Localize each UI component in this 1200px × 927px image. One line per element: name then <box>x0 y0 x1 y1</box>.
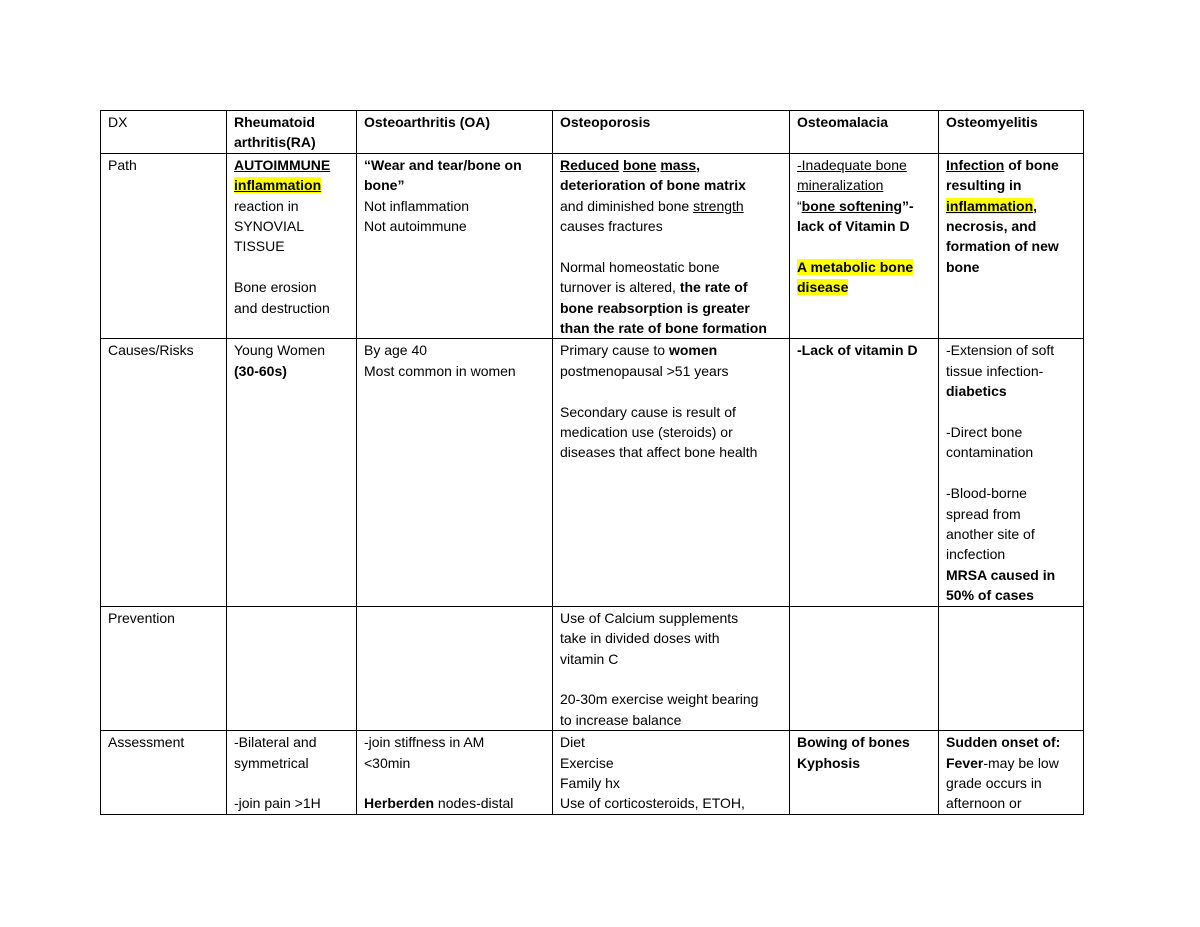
cell-line <box>234 236 349 256</box>
cell-line <box>946 565 1076 585</box>
highlighted-text: A metabolic bone <box>797 258 914 275</box>
header-cell-dx: DX <box>101 111 227 154</box>
row-label-path: Path <box>101 153 227 339</box>
cell-line <box>797 216 931 236</box>
cell-line <box>560 236 782 256</box>
cell-line <box>560 216 782 236</box>
header-cell-osteoporosis: Osteoporosis <box>553 111 790 154</box>
cell-text: vitamin C <box>560 650 619 667</box>
cell-text: TISSUE <box>234 238 285 255</box>
cell-text: another site of <box>946 526 1035 543</box>
cell-text: -Bilateral and <box>234 734 317 751</box>
header-cell-oa: Osteoarthritis (OA) <box>357 111 553 154</box>
cell-text: -Direct bone <box>946 424 1023 441</box>
cell-line <box>797 175 931 195</box>
cell-text: -Lack of vitamin D <box>797 342 918 359</box>
cell-line <box>364 216 545 236</box>
cell-line <box>560 196 782 216</box>
cell-text: take in divided doses with <box>560 630 720 647</box>
cell-text: -Blood-borne <box>946 485 1027 502</box>
cell-line <box>364 175 545 195</box>
cell-text: “ <box>797 197 802 214</box>
cell-line <box>234 155 349 175</box>
cell-text: Use of corticosteroids, ETOH, <box>560 795 745 812</box>
cell-line <box>560 732 782 752</box>
cell-line <box>560 361 782 381</box>
cell-prevention-ra <box>227 606 357 730</box>
cell-line <box>234 257 349 277</box>
cell-line <box>560 318 782 338</box>
cell-line <box>946 175 1076 195</box>
cell-causes-osteomalacia <box>790 339 939 606</box>
cell-text: deterioration of bone matrix <box>560 177 746 194</box>
cell-line <box>560 277 782 297</box>
cell-line <box>364 361 545 381</box>
cell-path-ra <box>227 153 357 339</box>
cell-line <box>364 793 545 813</box>
cell-line <box>946 524 1076 544</box>
cell-text: Family hx <box>560 774 620 791</box>
cell-text: Sudden onset of: <box>946 734 1061 751</box>
cell-text: afternoon or <box>946 795 1022 812</box>
header-cell-osteomyelitis: Osteomyelitis <box>939 111 1084 154</box>
cell-text: Not autoimmune <box>364 218 467 235</box>
cell-text: bone <box>946 258 980 275</box>
cell-text: , <box>1033 197 1038 214</box>
cell-text: tissue infection- <box>946 362 1044 379</box>
cell-prevention-osteomalacia <box>790 606 939 730</box>
cell-text: bone” <box>364 177 405 194</box>
cell-line <box>946 402 1076 422</box>
cell-line <box>946 361 1076 381</box>
cell-text: , <box>696 156 701 173</box>
cell-text: ”- <box>902 197 914 214</box>
cell-line <box>946 257 1076 277</box>
cell-line <box>560 175 782 195</box>
cell-line <box>946 216 1076 236</box>
cell-causes-osteoporosis <box>553 339 790 606</box>
cell-line <box>946 773 1076 793</box>
cell-line <box>946 504 1076 524</box>
cell-line <box>946 340 1076 360</box>
cell-line <box>946 544 1076 564</box>
cell-line <box>364 340 545 360</box>
cell-line <box>797 236 931 256</box>
cell-text: than the rate of bone formation <box>560 320 767 337</box>
cell-line <box>797 196 931 216</box>
cell-line <box>364 155 545 175</box>
cell-path-osteomalacia <box>790 153 939 339</box>
cell-text: mass <box>660 156 697 173</box>
row-label-causes-risks: Causes/Risks <box>101 339 227 606</box>
cell-line <box>946 463 1076 483</box>
highlighted-text: inflammation <box>946 197 1034 214</box>
cell-text: symmetrical <box>234 754 309 771</box>
header-cell-osteomalacia: Osteomalacia <box>790 111 939 154</box>
cell-line <box>560 298 782 318</box>
cell-text: -Extension of soft <box>946 342 1055 359</box>
disease-comparison-table <box>100 110 1084 815</box>
cell-line <box>364 196 545 216</box>
cell-line <box>234 196 349 216</box>
cell-line <box>946 196 1076 216</box>
cell-line <box>797 340 931 360</box>
cell-text: <30min <box>364 754 411 771</box>
cell-text: bone softening <box>801 197 902 214</box>
table-row-assessment <box>101 731 1084 815</box>
cell-text: AUTOIMMUNE <box>234 156 331 173</box>
cell-text: and diminished bone <box>560 197 694 214</box>
cell-line <box>560 402 782 422</box>
cell-line <box>560 628 782 648</box>
cell-line <box>560 608 782 628</box>
cell-text: 20-30m exercise weight bearing <box>560 691 759 708</box>
cell-line <box>234 340 349 360</box>
cell-line <box>234 216 349 236</box>
cell-line <box>560 155 782 175</box>
cell-text: bone <box>623 156 657 173</box>
cell-text: contamination <box>946 444 1034 461</box>
cell-text: -may be low <box>983 754 1059 771</box>
row-label-prevention: Prevention <box>101 606 227 730</box>
cell-text: postmenopausal >51 years <box>560 362 729 379</box>
cell-line <box>560 381 782 401</box>
cell-line <box>797 277 931 297</box>
cell-text: Diet <box>560 734 585 751</box>
cell-path-osteoporosis <box>553 153 790 339</box>
cell-line <box>946 793 1076 813</box>
cell-line <box>946 483 1076 503</box>
cell-text: and destruction <box>234 299 330 316</box>
cell-text: Young Women <box>234 342 326 359</box>
cell-line <box>234 773 349 793</box>
cell-line <box>560 793 782 813</box>
cell-prevention-oa <box>357 606 553 730</box>
cell-text: “Wear and tear/bone on <box>364 156 522 173</box>
cell-text: -join stiffness in AM <box>364 734 485 751</box>
cell-text: reaction in <box>234 197 299 214</box>
cell-line <box>560 773 782 793</box>
cell-text: women <box>668 342 718 359</box>
cell-line <box>946 236 1076 256</box>
row-label-assessment: Assessment <box>101 731 227 815</box>
cell-text: By age 40 <box>364 342 428 359</box>
cell-line <box>797 753 931 773</box>
header-row <box>101 111 1084 154</box>
cell-line <box>946 155 1076 175</box>
cell-text: to increase balance <box>560 711 682 728</box>
cell-text: Exercise <box>560 754 614 771</box>
cell-text: lack of Vitamin D <box>797 218 910 235</box>
cell-text: formation of new <box>946 238 1059 255</box>
cell-text: Bone erosion <box>234 279 317 296</box>
table-row-path <box>101 153 1084 339</box>
cell-causes-osteomyelitis <box>939 339 1084 606</box>
cell-line <box>797 732 931 752</box>
cell-text: Kyphosis <box>797 754 861 771</box>
cell-line <box>560 442 782 462</box>
cell-text: 50% of cases <box>946 587 1034 604</box>
cell-text: Reduced <box>560 156 620 173</box>
cell-text: necrosis, and <box>946 218 1037 235</box>
cell-path-osteomyelitis <box>939 153 1084 339</box>
cell-text: causes fractures <box>560 218 663 235</box>
cell-text: MRSA caused in <box>946 566 1056 583</box>
table-row-causes-risks <box>101 339 1084 606</box>
cell-assessment-ra <box>227 731 357 815</box>
cell-line <box>560 689 782 709</box>
cell-line <box>946 381 1076 401</box>
highlighted-text: disease <box>797 279 849 296</box>
cell-text: incfection <box>946 546 1006 563</box>
cell-line <box>234 753 349 773</box>
cell-prevention-osteomyelitis <box>939 606 1084 730</box>
cell-line <box>946 732 1076 752</box>
cell-causes-ra <box>227 339 357 606</box>
cell-text: Normal homeostatic bone <box>560 258 720 275</box>
cell-line <box>560 753 782 773</box>
cell-line <box>946 753 1076 773</box>
cell-text: mineralization <box>797 177 884 194</box>
header-cell-ra: Rheumatoid arthritis(RA) <box>227 111 357 154</box>
cell-text: medication use (steroids) or <box>560 424 733 441</box>
cell-prevention-osteoporosis <box>553 606 790 730</box>
cell-text: Secondary cause is result of <box>560 403 736 420</box>
cell-line <box>560 340 782 360</box>
cell-text: diseases that affect bone health <box>560 444 758 461</box>
cell-text: nodes-distal <box>434 795 514 812</box>
cell-assessment-osteomyelitis <box>939 731 1084 815</box>
cell-text: Not inflammation <box>364 197 470 214</box>
cell-assessment-osteomalacia <box>790 731 939 815</box>
cell-text: of bone <box>1004 156 1059 173</box>
cell-line <box>946 442 1076 462</box>
cell-line <box>560 710 782 730</box>
cell-text: Bowing of bones <box>797 734 910 751</box>
cell-line <box>234 732 349 752</box>
cell-text: (30-60s) <box>234 362 287 379</box>
cell-assessment-oa <box>357 731 553 815</box>
cell-text: Use of Calcium supplements <box>560 609 739 626</box>
cell-line <box>946 422 1076 442</box>
cell-line <box>234 277 349 297</box>
cell-text: Primary cause to <box>560 342 669 359</box>
cell-line <box>560 669 782 689</box>
cell-text: the rate of <box>679 279 748 296</box>
cell-line <box>560 422 782 442</box>
cell-text: Fever <box>946 754 984 771</box>
cell-text: turnover is altered, <box>560 279 680 296</box>
cell-text: Infection <box>946 156 1005 173</box>
cell-text: SYNOVIAL <box>234 218 305 235</box>
cell-line <box>946 585 1076 605</box>
cell-text: resulting in <box>946 177 1022 194</box>
cell-line <box>364 732 545 752</box>
cell-line <box>234 298 349 318</box>
cell-line <box>364 773 545 793</box>
cell-line <box>560 257 782 277</box>
highlighted-text: inflammation <box>234 177 322 194</box>
cell-line <box>364 753 545 773</box>
cell-text: Herberden <box>364 795 435 812</box>
cell-assessment-osteoporosis <box>553 731 790 815</box>
cell-text: diabetics <box>946 383 1007 400</box>
cell-path-oa <box>357 153 553 339</box>
cell-text: Most common in women <box>364 362 516 379</box>
cell-text: bone reabsorption is greater <box>560 299 750 316</box>
cell-text: grade occurs in <box>946 774 1042 791</box>
cell-line <box>234 361 349 381</box>
cell-text: spread from <box>946 505 1021 522</box>
cell-text: -Inadequate bone <box>797 156 907 173</box>
cell-line <box>234 793 349 813</box>
cell-line <box>234 175 349 195</box>
cell-line <box>560 649 782 669</box>
cell-line <box>797 257 931 277</box>
cell-text: -join pain >1H <box>234 795 321 812</box>
cell-line <box>797 155 931 175</box>
table-row-prevention <box>101 606 1084 730</box>
cell-causes-oa <box>357 339 553 606</box>
cell-text: strength <box>693 197 744 214</box>
